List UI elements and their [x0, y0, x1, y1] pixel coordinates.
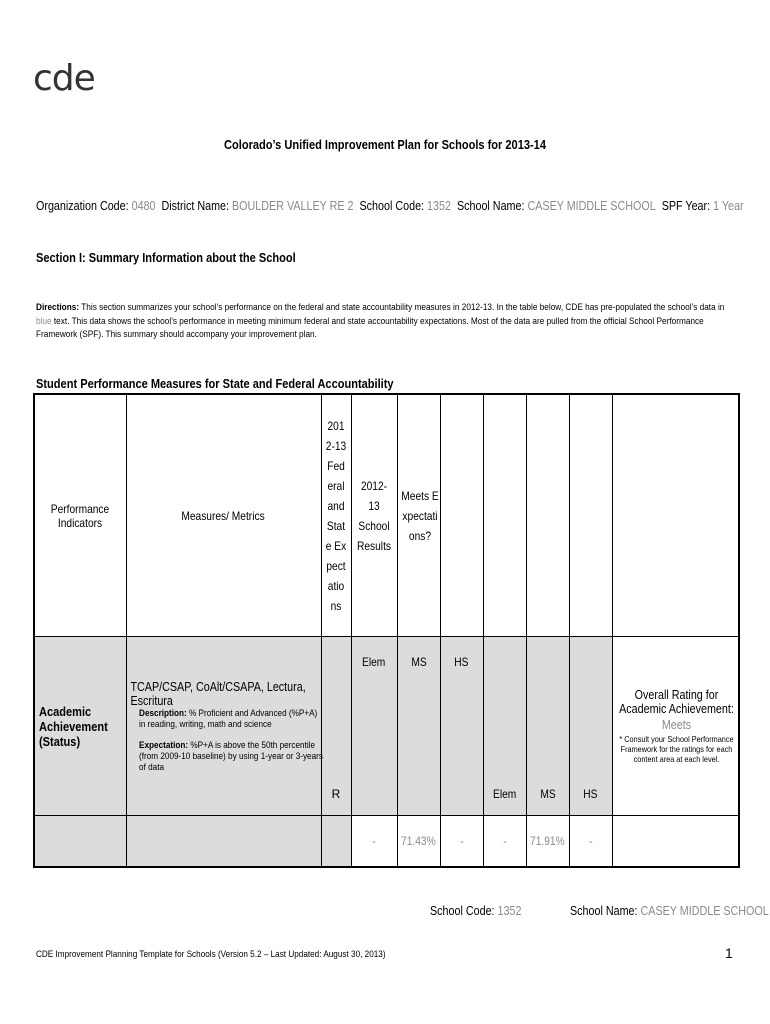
values-blank-3 [321, 816, 351, 868]
org-code-value: 0480 [131, 199, 156, 213]
level-elem-bottom: Elem [483, 637, 526, 816]
school-code-label: School Code: [359, 199, 425, 213]
header-blank-2 [483, 394, 526, 637]
header-performance-indicators: Performance Indicators [34, 394, 126, 637]
district-value: BOULDER VALLEY RE 2 [232, 199, 354, 213]
header-blank-5 [612, 394, 739, 637]
value-elem: - [351, 816, 397, 868]
school-code-value: 1352 [427, 199, 451, 213]
header-expectations: 2012-13 Federal and State Expectations [321, 394, 351, 637]
district-label: District Name: [161, 199, 230, 213]
values-blank-2 [126, 816, 321, 868]
values-blank-1 [34, 816, 126, 868]
academic-achievement-row [34, 637, 739, 816]
footer-school-name: School Name: CASEY MIDDLE SCHOOL [570, 904, 769, 918]
directions-text-1: This section summarizes your school’s performance on the federal and state accountability measures in 2012-13. In the table below, CDE has pre-populated the school’s data in [79, 302, 725, 313]
directions-paragraph [36, 301, 737, 342]
footer-note: CDE Improvement Planning Template for Schools (Version 5.2 – Last Updated: August 30, 2013) [36, 949, 386, 960]
school-name-value: CASEY MIDDLE SCHOOL [527, 199, 656, 213]
level-ms-top: MS [397, 637, 440, 816]
value-hs-2: - [569, 816, 612, 868]
overall-rating-label: Overall Rating for Academic Achievement: [618, 688, 734, 716]
org-code-label: Organization Code: [36, 199, 129, 213]
section-heading: Section I: Summary Information about the School [36, 250, 296, 265]
performance-table [33, 393, 740, 868]
table-title: Student Performance Measures for State and Federal Accountability [36, 376, 394, 391]
level-ms-bottom: MS [526, 637, 569, 816]
page-number: 1 [725, 945, 733, 961]
directions-text-2: text. This data shows the school’s performance in meeting minimum federal and state accountability expectations. Most of the data are pulled from the official School Performance Framework (SPF). This summary should accompany your improvement plan. [36, 315, 704, 340]
header-blank-3 [526, 394, 569, 637]
expectation-text: %P+A is above the 50th percentile (from 2009-10 baseline) by using 1-year or 3-years of data [138, 739, 323, 773]
level-elem-top: Elem [351, 637, 397, 816]
level-hs-bottom: HS [569, 637, 612, 816]
measure-title: TCAP/CSAP, CoAlt/CSAPA, Lectura, Escritura [129, 679, 306, 708]
measure-cell [126, 637, 321, 816]
value-hs: - [440, 816, 483, 868]
values-row [34, 816, 739, 868]
overall-rating-note: * Consult your School Performance Framework for the ratings for each content area at each level. [618, 734, 734, 764]
directions-label: Directions: [36, 302, 80, 313]
description-label: Description: [138, 707, 187, 719]
expectation-label: Expectation: [138, 739, 188, 751]
header-meets-expectations: Meets Expectations? [397, 394, 440, 637]
value-elem-2: - [483, 816, 526, 868]
organization-line [36, 199, 744, 213]
value-ms: 71.43% [397, 816, 440, 868]
overall-rating-cell [612, 637, 739, 816]
header-blank-1 [440, 394, 483, 637]
spf-year-label: SPF Year: [661, 199, 711, 213]
table-header-row [34, 394, 739, 637]
values-blank-4 [612, 816, 739, 868]
header-school-results: 2012-13 School Results [351, 394, 397, 637]
r-cell: R [321, 637, 351, 816]
description-text: % Proficient and Advanced (%P+A) in reading, writing, math and science [138, 707, 317, 730]
spf-year-value: 1 Year [713, 199, 744, 213]
overall-rating-value: Meets [661, 718, 691, 732]
footer-school-code: School Code: 1352 [430, 904, 522, 918]
level-hs-top: HS [440, 637, 483, 816]
school-name-label: School Name: [456, 199, 525, 213]
header-blank-4 [569, 394, 612, 637]
cde-logo: cde [33, 58, 95, 99]
page-title: Colorado’s Unified Improvement Plan for Schools for 2013-14 [224, 137, 546, 152]
value-ms-2: 71.91% [526, 816, 569, 868]
header-measures: Measures/ Metrics [126, 394, 321, 637]
directions-blue-word: blue [36, 315, 52, 327]
indicator-cell: Academic Achievement (Status) [34, 637, 126, 816]
